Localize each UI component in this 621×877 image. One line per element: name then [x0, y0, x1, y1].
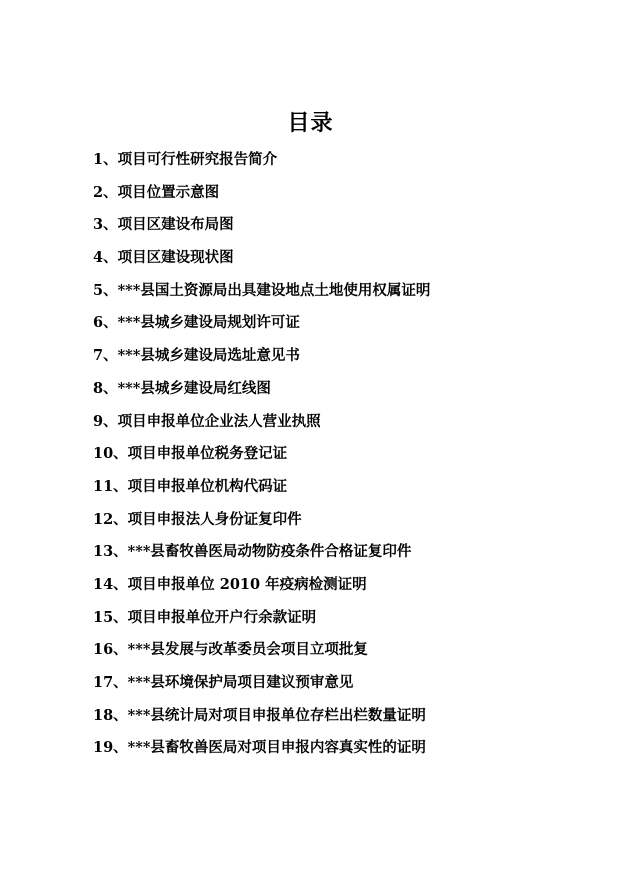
toc-item-1: 1、项目可行性研究报告简介 — [93, 151, 278, 168]
toc-item-17: 17、***县环境保护局项目建议预审意见 — [93, 674, 354, 691]
toc-item-15: 15、项目申报单位开户行余款证明 — [93, 608, 317, 626]
toc-item-8: 8、***县城乡建设局红线图 — [93, 379, 271, 397]
toc-item-5: 5、***县国土资源局出具建设地点土地使用权属证明 — [93, 281, 431, 299]
toc-item-9: 9、项目申报单位企业法人营业执照 — [93, 412, 321, 430]
toc-item-16: 16、***县发展与改革委员会项目立项批复 — [93, 641, 368, 659]
toc-item-19: 19、***县畜牧兽医局对项目申报内容真实性的证明 — [93, 739, 426, 757]
toc-item-7: 7、***县城乡建设局选址意见书 — [93, 347, 300, 365]
toc-item-12: 12、项目申报法人身份证复印件 — [93, 510, 302, 528]
toc-item-10: 10、项目申报单位税务登记证 — [93, 445, 288, 463]
toc-item-6: 6、***县城乡建设局规划许可证 — [93, 314, 300, 332]
toc-item-3: 3、项目区建设布局图 — [93, 216, 234, 234]
toc-item-2: 2、项目位置示意图 — [93, 183, 220, 201]
toc-item-13: 13、***县畜牧兽医局动物防疫条件合格证复印件 — [93, 543, 412, 561]
toc-item-18: 18、***县统计局对项目申报单位存栏出栏数量证明 — [93, 706, 426, 724]
table-of-contents — [93, 144, 593, 765]
toc-item-11: 11、项目申报单位机构代码证 — [93, 477, 288, 495]
page-title: 目录 — [287, 110, 334, 136]
toc-item-14: 14、项目申报单位 2010 年疫病检测证明 — [93, 575, 367, 593]
toc-item-4: 4、项目区建设现状图 — [93, 249, 234, 267]
